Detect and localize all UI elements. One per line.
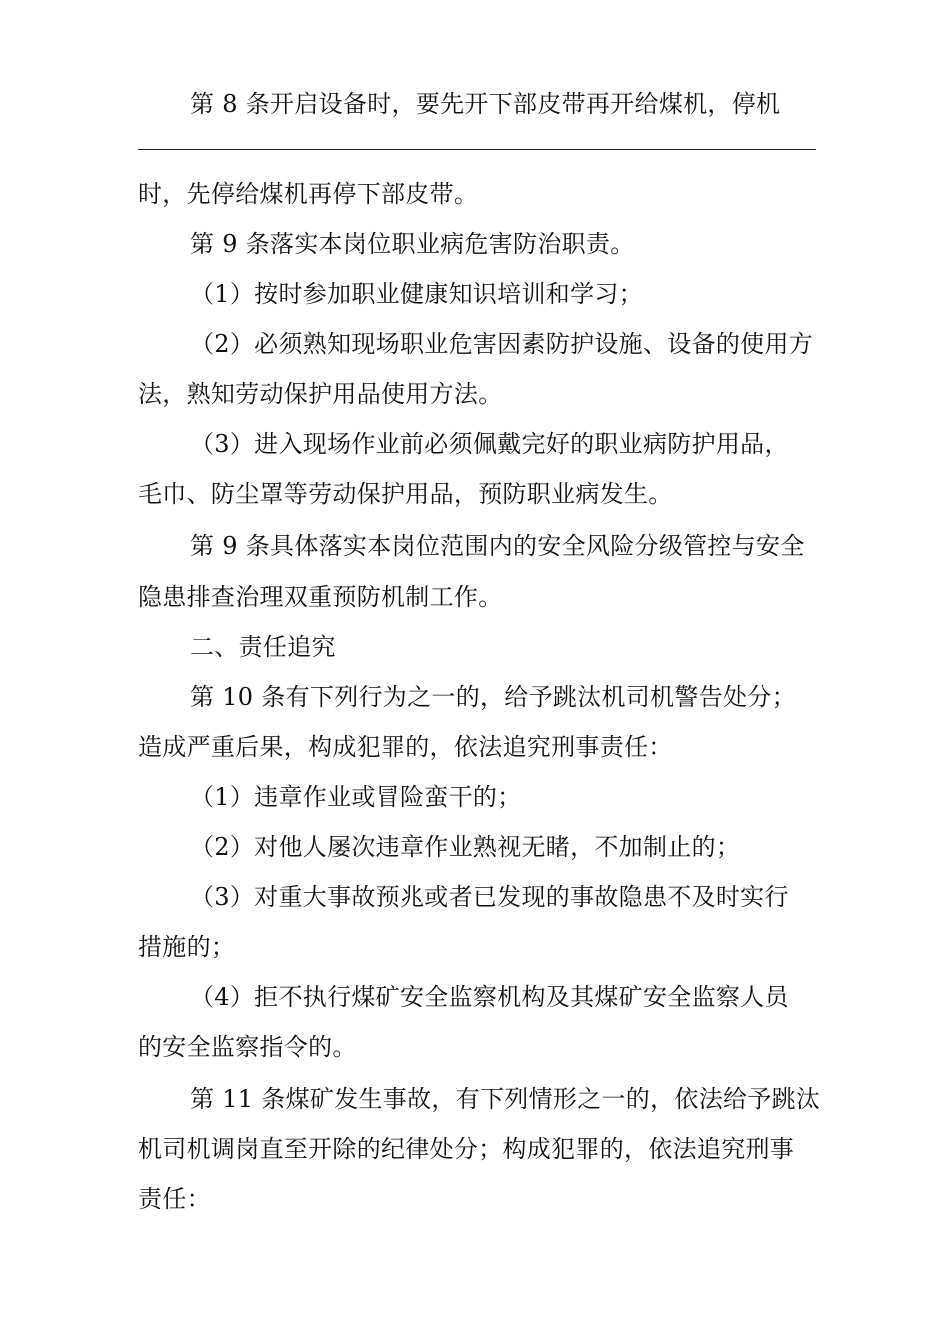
text-line: （3）对重大事故预兆或者已发现的事故隐患不及时实行 bbox=[190, 883, 789, 911]
horizontal-rule bbox=[138, 149, 816, 150]
text-line: 第 11 条煤矿发生事故，有下列情形之一的，依法给予跳汰 bbox=[190, 1085, 820, 1113]
text-line: （1）违章作业或冒险蛮干的； bbox=[190, 783, 522, 811]
text-line: 第 10 条有下列行为之一的，给予跳汰机司机警告处分； bbox=[190, 683, 796, 711]
text-line: （2）对他人屡次违章作业熟视无睹，不加制止的； bbox=[190, 833, 741, 861]
text-line: 措施的； bbox=[138, 933, 236, 961]
text-line: 的安全监察指令的。 bbox=[138, 1033, 357, 1061]
text-line: 第 9 条落实本岗位职业病危害防治职责。 bbox=[190, 230, 635, 258]
text-line: 毛巾、防尘罩等劳动保护用品，预防职业病发生。 bbox=[138, 480, 673, 508]
text-line: （2）必须熟知现场职业危害因素防护设施、设备的使用方 bbox=[190, 330, 814, 358]
text-line: 第 8 条开启设备时，要先开下部皮带再开给煤机，停机 bbox=[190, 90, 781, 118]
text-line: （4）拒不执行煤矿安全监察机构及其煤矿安全监察人员 bbox=[190, 983, 789, 1011]
text-line: 机司机调岗直至开除的纪律处分；构成犯罪的，依法追究刑事 bbox=[138, 1135, 795, 1163]
text-line: 时，先停给煤机再停下部皮带。 bbox=[138, 180, 479, 208]
text-line: 法，熟知劳动保护用品使用方法。 bbox=[138, 380, 503, 408]
text-line: 第 9 条具体落实本岗位范围内的安全风险分级管控与安全 bbox=[190, 532, 805, 560]
text-line: 隐患排查治理双重预防机制工作。 bbox=[138, 583, 503, 611]
text-line: 责任： bbox=[138, 1185, 211, 1213]
text-line: （1）按时参加职业健康知识培训和学习； bbox=[190, 280, 643, 308]
text-line: 造成严重后果，构成犯罪的，依法追究刑事责任： bbox=[138, 733, 673, 761]
section-heading: 二、责任追究 bbox=[190, 633, 336, 661]
text-line: （3）进入现场作业前必须佩戴完好的职业病防护用品， bbox=[190, 430, 789, 458]
